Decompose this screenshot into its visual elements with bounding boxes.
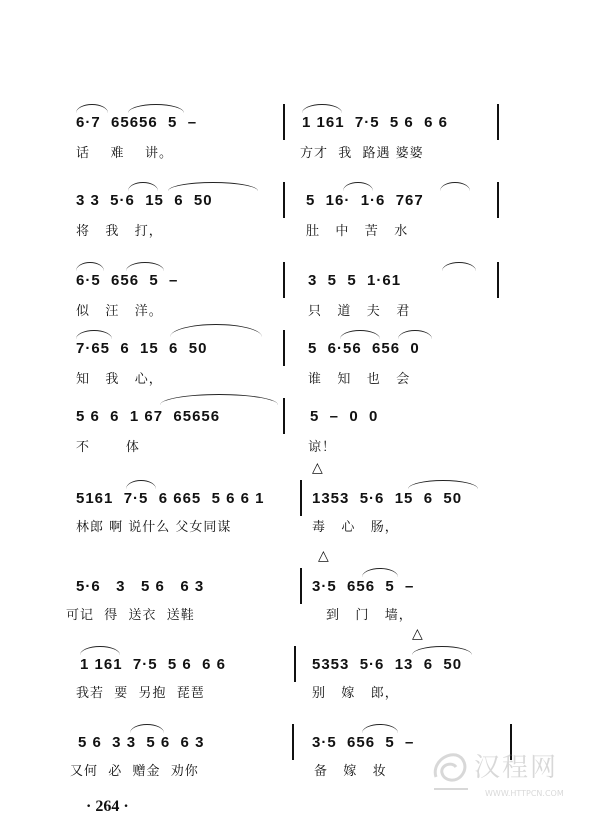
notes-left: 5161 7·5 6 665 5 6 6 1	[76, 490, 265, 507]
bar-line	[283, 104, 285, 140]
slur	[128, 104, 184, 113]
slur	[76, 330, 112, 339]
notes-left: 5·6 3 5 6 6 3	[76, 578, 205, 595]
triangle-mark: △	[318, 548, 329, 564]
notes-right: 5 16· 1·6 767	[306, 192, 424, 209]
lyrics-left: 似 汪 洋。	[76, 304, 163, 319]
watermark-logo-icon	[430, 747, 472, 793]
slur	[408, 480, 478, 489]
lyrics-right: 别 嫁 郎，	[312, 686, 399, 701]
notes-left: 1 161 7·5 5 6 6 6	[80, 656, 226, 673]
lyrics-left: 林郎 啊 说什么 父女同谋	[76, 520, 232, 535]
staff-row	[0, 104, 590, 164]
slur	[412, 646, 472, 655]
bar-line	[283, 330, 285, 366]
lyrics-right: 只 道 夫 君	[308, 304, 411, 319]
triangle-mark: △	[412, 626, 423, 642]
lyrics-right: 毒 心 肠，	[312, 520, 399, 535]
notes-right: 3 5 5 1·61	[308, 272, 402, 289]
slur	[80, 646, 120, 655]
slur	[170, 324, 262, 337]
slur	[130, 724, 164, 733]
notes-left: 5 6 6 1 67 65656	[76, 408, 221, 425]
lyrics-right: 方才 我 路遇 婆婆	[300, 146, 424, 161]
notes-left: 5 6 3 3 5 6 6 3	[78, 734, 205, 751]
lyrics-left: 我若 要 另抱 琵琶	[76, 686, 205, 701]
bar-line	[292, 724, 294, 760]
notes-right: 5 – 0 0	[310, 408, 379, 425]
bar-line	[300, 480, 302, 516]
lyrics-right: 谁 知 也 会	[308, 372, 411, 387]
bar-line	[300, 568, 302, 604]
slur	[126, 262, 164, 271]
slur	[76, 104, 108, 113]
slur	[76, 262, 104, 271]
staff-row	[0, 182, 590, 242]
notes-left: 7·65 6 15 6 50	[76, 340, 208, 357]
lyrics-right: 谅！	[308, 440, 337, 455]
notes-right: 1 161 7·5 5 6 6 6	[302, 114, 448, 131]
lyrics-left: 又何 必 赠金 劝你	[70, 764, 199, 779]
watermark-url: WWW.HTTPCN.COM	[485, 789, 564, 798]
page-number: · 264 ·	[86, 798, 129, 815]
lyrics-left: 知 我 心，	[76, 372, 163, 387]
bar-line	[283, 182, 285, 218]
lyrics-left: 话 难 讲。	[76, 146, 174, 161]
slur	[440, 182, 470, 191]
staff-row	[0, 262, 590, 322]
lyrics-left: 将 我 打，	[76, 224, 163, 239]
notes-right: 5 6·56 656 0	[308, 340, 420, 357]
slur	[340, 330, 380, 339]
slur	[168, 182, 258, 191]
bar-line	[283, 398, 285, 434]
slur	[442, 262, 476, 271]
slur	[126, 480, 156, 489]
watermark-name: 汉程网	[474, 753, 559, 783]
bar-line	[497, 182, 499, 218]
bar-line	[283, 262, 285, 298]
slur	[343, 182, 373, 191]
bar-line	[294, 646, 296, 682]
staff-row	[0, 398, 590, 458]
staff-row	[0, 460, 590, 540]
lyrics-right: 到 门 墙，	[326, 608, 413, 623]
slur	[302, 104, 342, 113]
lyrics-right: 备 嫁 妆	[314, 764, 387, 779]
staff-row	[0, 548, 590, 628]
notes-right: 3·5 656 5 –	[312, 578, 415, 595]
notes-left: 6·5 656 5 –	[76, 272, 179, 289]
lyrics-left: 不 体	[76, 440, 140, 455]
notes-left: 6·7 65656 5 –	[76, 114, 198, 131]
notes-right: 5353 5·6 13 6 50	[312, 656, 463, 673]
slur	[398, 330, 432, 339]
slur	[160, 394, 278, 405]
notes-right: 1353 5·6 15 6 50	[312, 490, 463, 507]
watermark	[430, 745, 580, 815]
notes-right: 3·5 656 5 –	[312, 734, 415, 751]
slur	[128, 182, 158, 191]
bar-line	[497, 262, 499, 298]
staff-row	[0, 330, 590, 390]
slur	[362, 568, 398, 577]
lyrics-left: 可记 得 送衣 送鞋	[66, 608, 195, 623]
slur	[362, 724, 398, 733]
lyrics-right: 肚 中 苦 水	[306, 224, 409, 239]
triangle-mark: △	[312, 460, 323, 476]
bar-line	[497, 104, 499, 140]
notes-left: 3 3 5·6 15 6 50	[76, 192, 213, 209]
staff-row	[0, 626, 590, 706]
